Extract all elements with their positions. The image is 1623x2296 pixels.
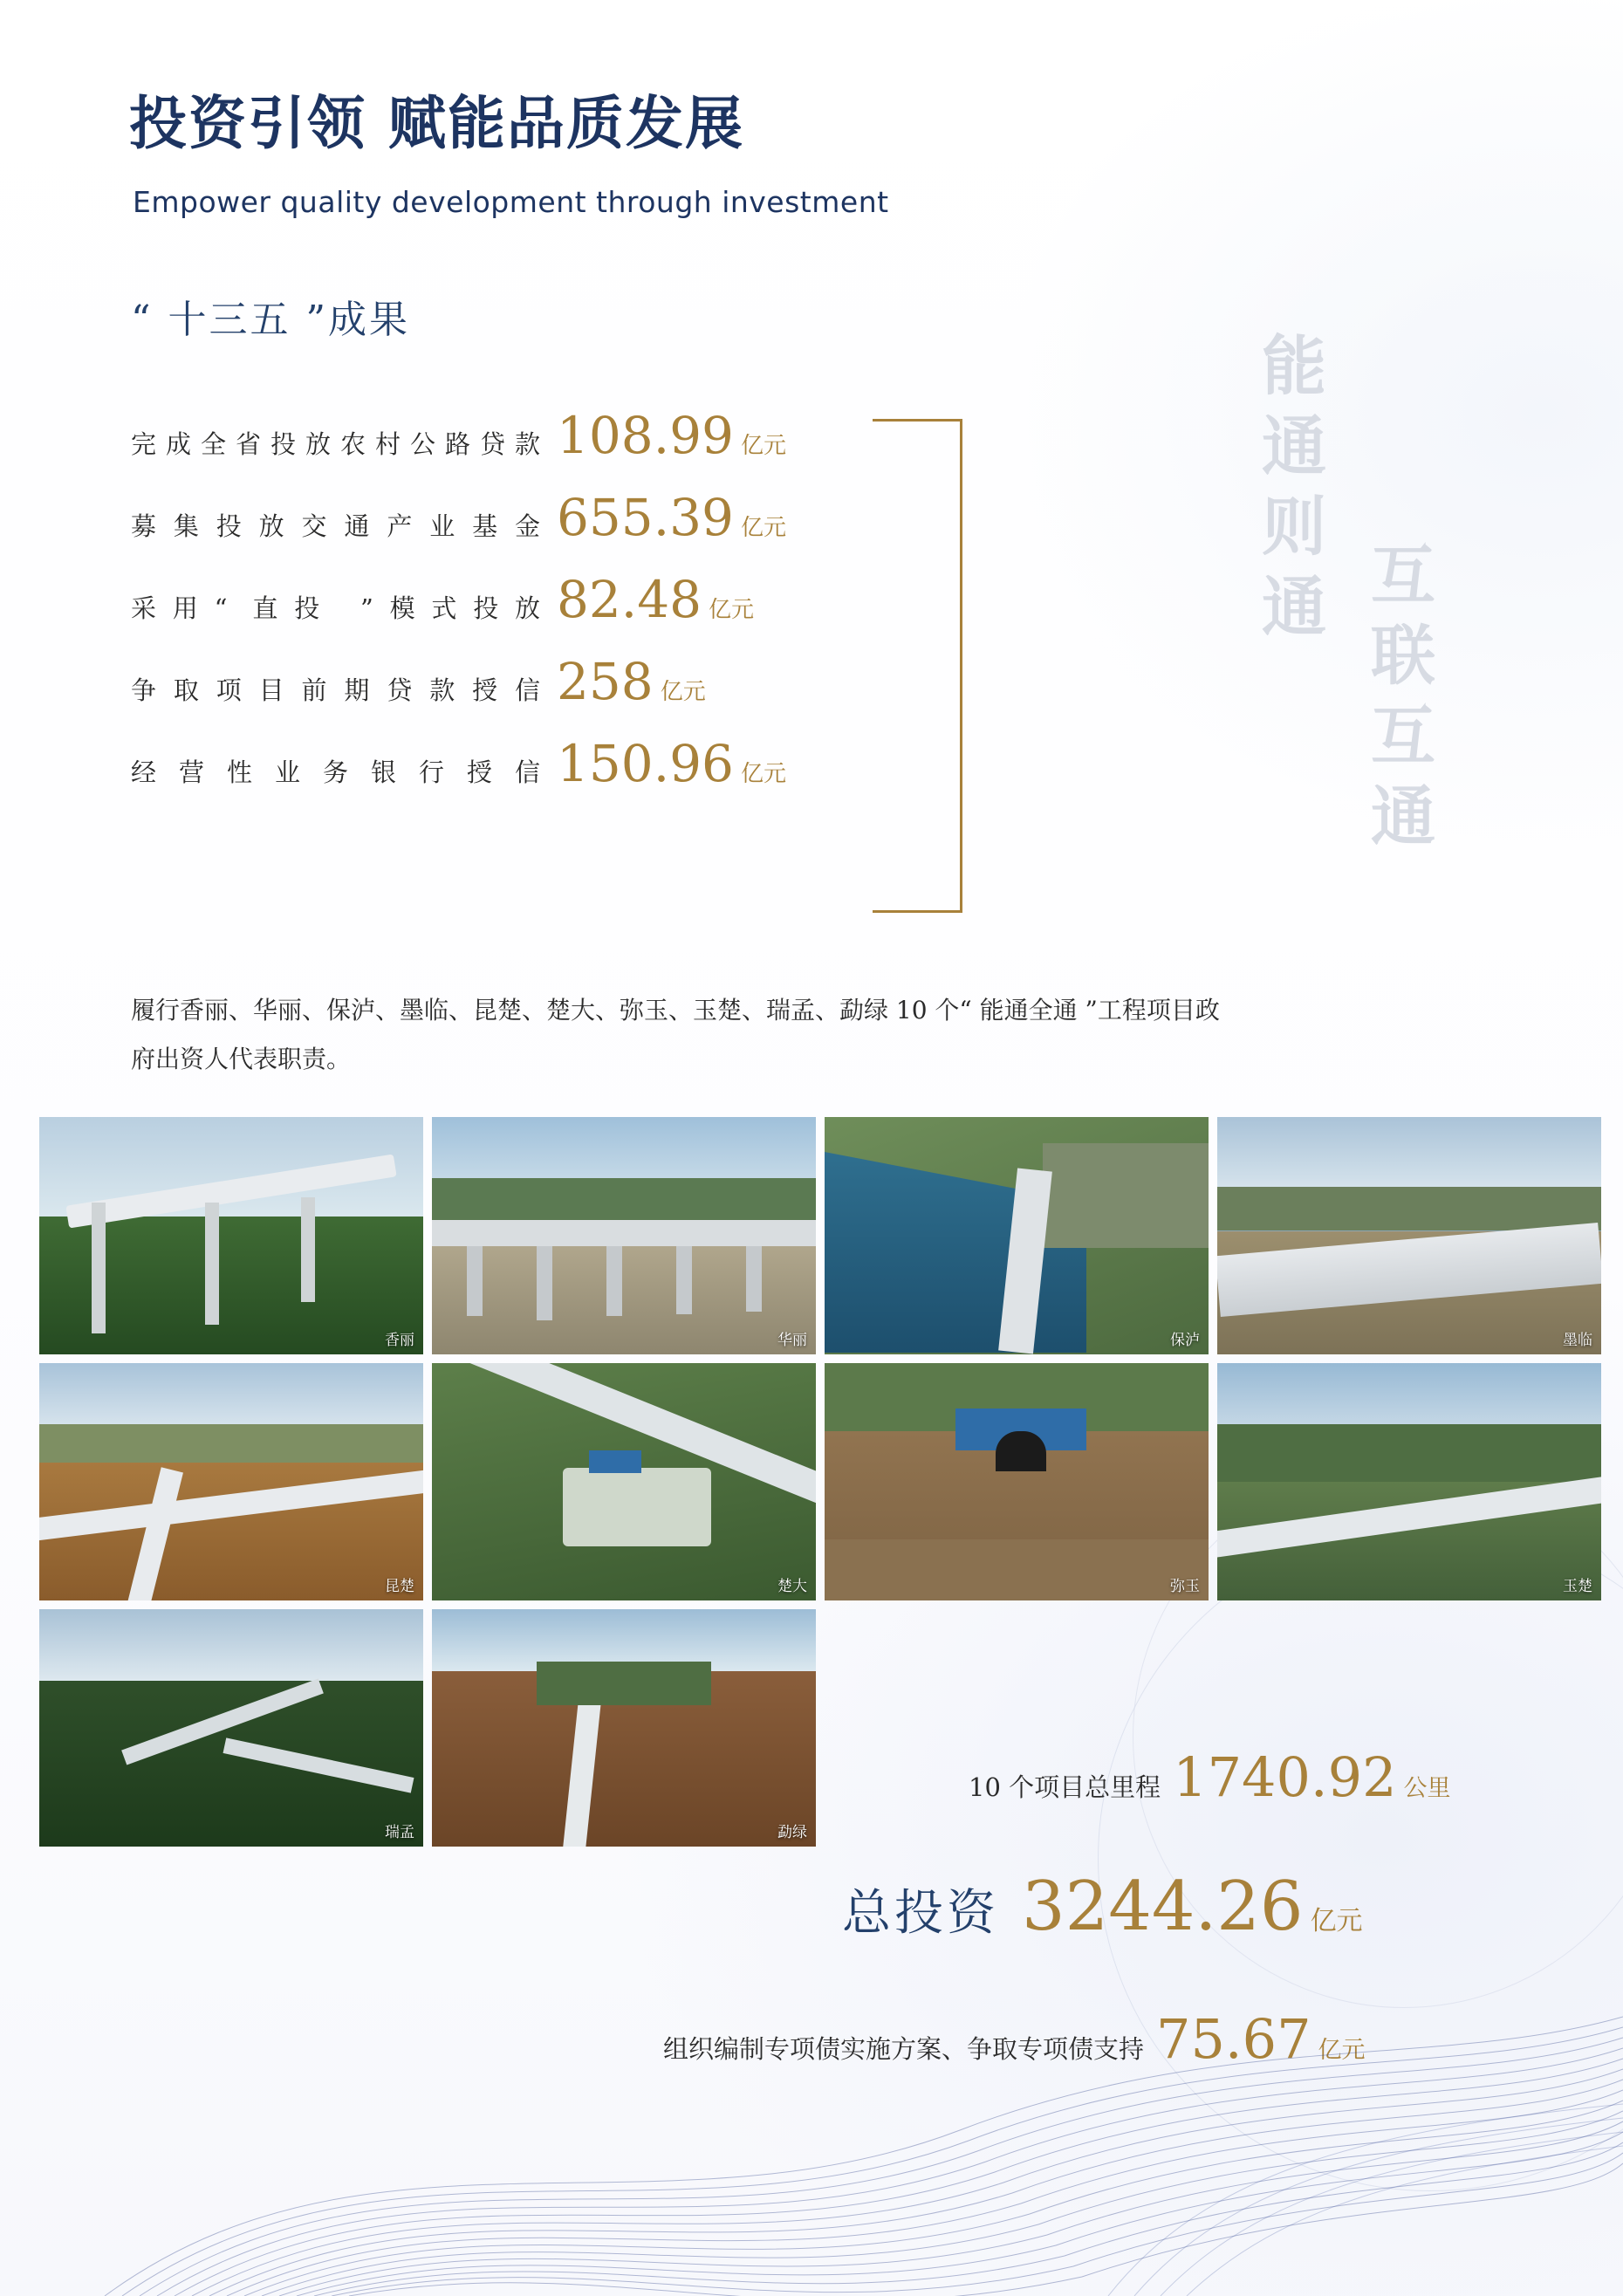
special-bond-value: 75.67: [1156, 2007, 1311, 2071]
stat-unit: 亿元: [740, 433, 786, 459]
stat-value: 150.96: [557, 734, 734, 793]
gallery-photo: [432, 1117, 816, 1354]
stat-label: 经营性业务银行授信: [131, 757, 541, 787]
stat-row: [131, 406, 969, 492]
stat-unit: 亿元: [740, 761, 786, 787]
special-bond-figure: [663, 2007, 1366, 2071]
mileage-value: 1740.92: [1173, 1745, 1397, 1809]
page-title: 投资引领 赋能品质发展: [129, 90, 744, 157]
gallery-photo: [825, 1363, 1209, 1600]
photo-caption: 华丽: [777, 1332, 807, 1349]
gallery-photo: [39, 1363, 423, 1600]
mileage-figure: [969, 1745, 1451, 1809]
photo-caption: 昆楚: [385, 1578, 414, 1595]
watermark-text-line1: 能通则通: [1251, 332, 1326, 653]
photo-caption: 墨临: [1563, 1332, 1592, 1349]
photo-caption: 瑞孟: [385, 1824, 414, 1841]
photo-caption: 玉楚: [1563, 1578, 1592, 1595]
stats-list: [131, 406, 969, 820]
watermark-text-line2: 互联互通: [1360, 541, 1435, 862]
mileage-label: 10 个项目总里程: [969, 1772, 1161, 1802]
stat-row: [131, 652, 969, 738]
section-title: “ 十三五 ”成果: [131, 298, 410, 342]
special-bond-unit: 亿元: [1318, 2037, 1366, 2064]
total-investment-label: 总投资: [842, 1885, 999, 1942]
stat-label: 募集投放交通产业基金: [131, 511, 541, 541]
stat-unit: 亿元: [660, 679, 706, 705]
total-investment-figure: [842, 1868, 1363, 1946]
page-subtitle: Empower quality development through investment: [133, 185, 889, 219]
gallery-photo: [39, 1117, 423, 1354]
description-paragraph: 履行香丽、华丽、保泸、墨临、昆楚、楚大、弥玉、玉楚、瑞孟、勐绿 10 个“ 能通全通 ”工程项目政府出资人代表职责。: [131, 996, 1220, 1073]
stat-label: 采用“ 直投 ”模式投放: [131, 593, 541, 623]
photo-caption: 楚大: [777, 1578, 807, 1595]
gallery-photo: [825, 1117, 1209, 1354]
special-bond-label: 组织编制专项债实施方案、争取专项债支持: [663, 2034, 1145, 2064]
stat-value: 258: [557, 652, 654, 711]
stat-value: 108.99: [557, 406, 734, 465]
stats-bracket: [873, 419, 962, 913]
photo-caption: 保泸: [1170, 1332, 1200, 1349]
stat-label: 完成全省投放农村公路贷款: [131, 429, 541, 459]
gallery-photo: [1217, 1117, 1601, 1354]
stat-unit: 亿元: [740, 515, 786, 541]
stat-value: 655.39: [557, 488, 734, 547]
stat-label: 争取项目前期贷款授信: [131, 675, 541, 705]
photo-caption: 弥玉: [1170, 1578, 1200, 1595]
stat-unit: 亿元: [709, 597, 755, 623]
photo-caption: 香丽: [385, 1332, 414, 1349]
stat-value: 82.48: [557, 570, 702, 629]
gallery-photo: [1217, 1363, 1601, 1600]
total-investment-unit: 亿元: [1310, 1906, 1363, 1936]
photo-gallery: [39, 1117, 1592, 1847]
mileage-unit: 公里: [1403, 1775, 1451, 1802]
gallery-photo: [432, 1363, 816, 1600]
gallery-photo: [39, 1609, 423, 1847]
stat-row: [131, 570, 969, 656]
stat-row: [131, 488, 969, 574]
stat-row: [131, 734, 969, 820]
total-investment-value: 3244.26: [1022, 1868, 1304, 1946]
gallery-photo: [432, 1609, 816, 1847]
photo-caption: 勐绿: [777, 1824, 807, 1841]
